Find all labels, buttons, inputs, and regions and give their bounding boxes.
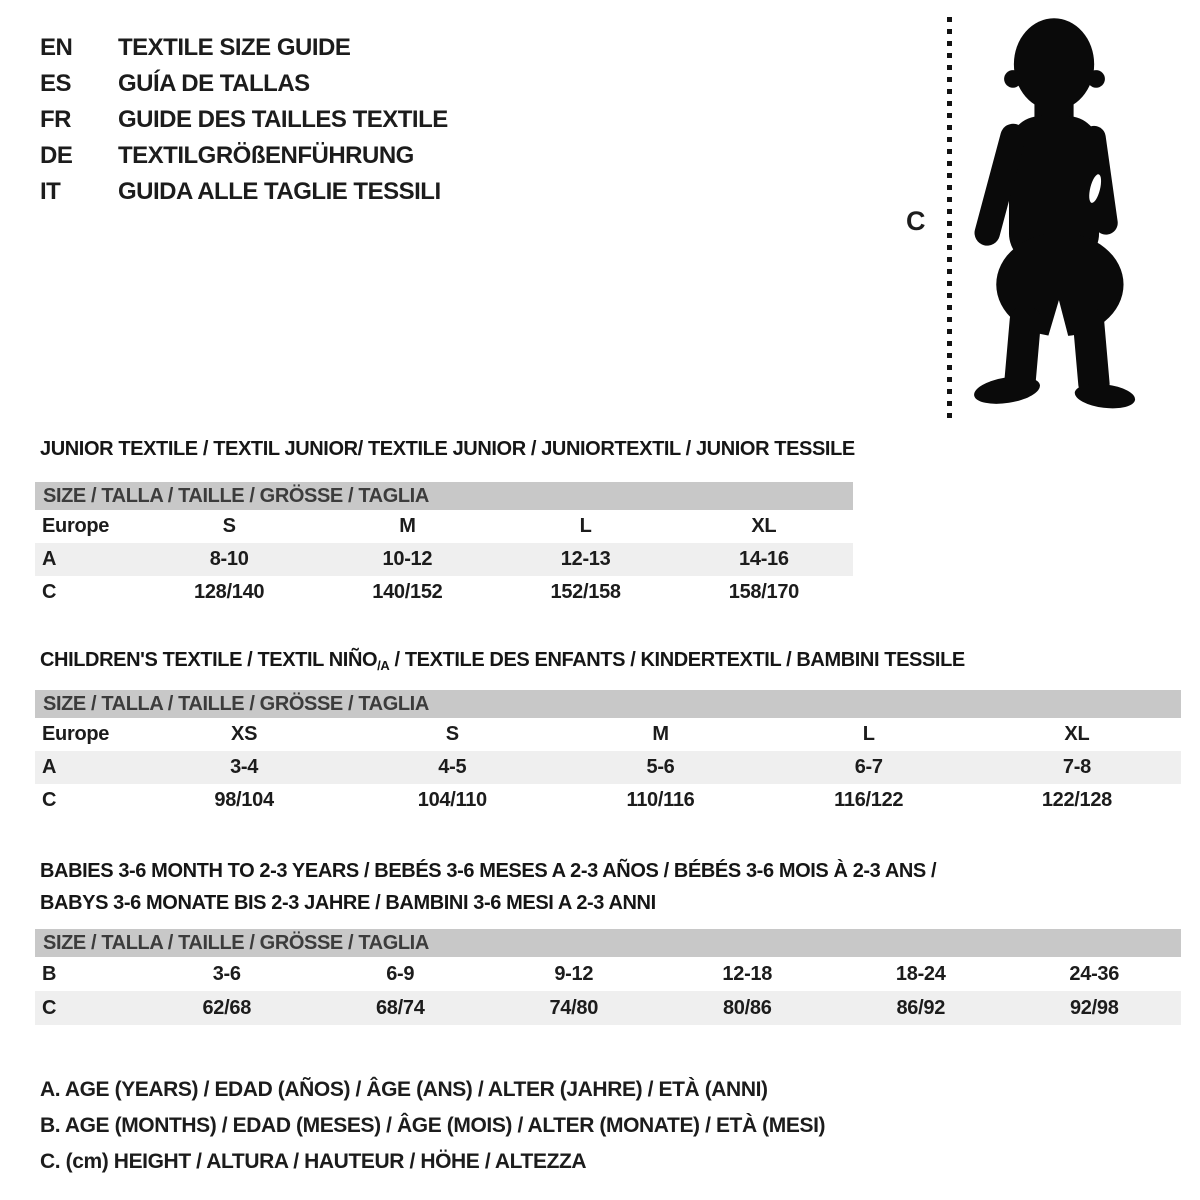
height-measure-dashed-line bbox=[947, 17, 952, 419]
row-label: A bbox=[42, 756, 57, 778]
size-cell: M bbox=[652, 723, 669, 745]
age-cell: 4-5 bbox=[438, 756, 467, 778]
months-cell: 6-9 bbox=[386, 963, 415, 985]
row-label: C bbox=[42, 997, 57, 1019]
height-cell: 92/98 bbox=[1069, 997, 1119, 1019]
legend-age-years: A. AGE (YEARS) / EDAD (AÑOS) / ÂGE (ANS) / ALTER (JAHRE) / ETÀ (ANNI) bbox=[40, 1078, 768, 1101]
height-cell: 86/92 bbox=[896, 997, 946, 1019]
language-row-fr bbox=[40, 102, 448, 138]
table-row-europe bbox=[35, 718, 1181, 751]
height-cell: 128/140 bbox=[194, 581, 265, 603]
baby-silhouette-icon bbox=[962, 14, 1148, 416]
title-part: CHILDREN'S TEXTILE / TEXTIL NIÑO bbox=[40, 649, 378, 671]
height-cell: 122/128 bbox=[1041, 789, 1113, 811]
height-cell: 62/68 bbox=[202, 997, 252, 1019]
language-code: DE bbox=[40, 142, 73, 169]
row-label: B bbox=[42, 963, 57, 985]
age-cell: 10-12 bbox=[382, 548, 433, 570]
height-cell: 68/74 bbox=[375, 997, 425, 1019]
age-cell: 3-4 bbox=[230, 756, 259, 778]
language-row-es bbox=[40, 66, 448, 102]
months-cell: 3-6 bbox=[212, 963, 241, 985]
guide-title-de: TEXTILGRÖßENFÜHRUNG bbox=[118, 142, 414, 169]
table-row-height bbox=[35, 991, 1181, 1025]
height-cell: 80/86 bbox=[722, 997, 772, 1019]
section-junior-textile bbox=[35, 437, 853, 609]
guide-title-it: GUIDA ALLE TAGLIE TESSILI bbox=[118, 178, 441, 205]
language-row-en bbox=[40, 30, 448, 66]
height-cell: 152/158 bbox=[550, 581, 621, 603]
height-cell: 74/80 bbox=[549, 997, 599, 1019]
size-header-bar: SIZE / TALLA / TAILLE / GRÖSSE / TAGLIA bbox=[35, 482, 853, 510]
height-cell: 158/170 bbox=[728, 581, 799, 603]
size-cell: L bbox=[862, 723, 875, 745]
months-cell: 12-18 bbox=[722, 963, 773, 985]
language-code: IT bbox=[40, 178, 61, 205]
table-row-height bbox=[35, 784, 1181, 817]
age-cell: 5-6 bbox=[646, 756, 675, 778]
age-cell: 14-16 bbox=[739, 548, 789, 570]
table-row-age bbox=[35, 543, 853, 576]
guide-title-en: TEXTILE SIZE GUIDE bbox=[118, 34, 351, 61]
title-subscript: /A bbox=[377, 658, 390, 673]
language-row-it bbox=[40, 174, 448, 210]
row-label: Europe bbox=[42, 515, 110, 537]
height-cell: 140/152 bbox=[372, 581, 443, 603]
guide-title-es: GUÍA DE TALLAS bbox=[118, 70, 310, 97]
table-row-height bbox=[35, 576, 853, 609]
language-code: ES bbox=[40, 70, 72, 97]
table-row-europe bbox=[35, 510, 853, 543]
guide-title-fr: GUIDE DES TAILLES TEXTILE bbox=[118, 106, 448, 133]
section-title-line-1: BABIES 3-6 MONTH TO 2-3 YEARS / BEBÉS 3-6 MESES A 2-3 AÑOS / BÉBÉS 3-6 MOIS À 2-3 ANS / bbox=[40, 860, 937, 882]
legend-height-cm: C. (cm) HEIGHT / ALTURA / HAUTEUR / HÖHE / ALTEZZA bbox=[40, 1150, 587, 1173]
age-cell: 7-8 bbox=[1062, 756, 1091, 778]
section-babies-textile bbox=[35, 855, 1181, 1025]
language-code: EN bbox=[40, 34, 73, 61]
row-label: A bbox=[42, 548, 57, 570]
section-childrens-textile bbox=[35, 648, 1181, 817]
measurement-legend bbox=[40, 1072, 825, 1180]
height-cell: 104/110 bbox=[417, 789, 487, 811]
language-code: FR bbox=[40, 106, 71, 133]
size-header-bar: SIZE / TALLA / TAILLE / GRÖSSE / TAGLIA bbox=[35, 929, 1181, 957]
row-label: Europe bbox=[42, 723, 110, 745]
size-cell: M bbox=[399, 515, 416, 537]
size-cell: S bbox=[445, 723, 459, 745]
months-cell: 24-36 bbox=[1069, 963, 1120, 985]
section-title bbox=[40, 648, 1181, 672]
section-title: JUNIOR TEXTILE / TEXTIL JUNIOR/ TEXTILE JUNIOR / JUNIORTEXTIL / JUNIOR TESSILE bbox=[40, 438, 855, 460]
height-cell: 98/104 bbox=[214, 789, 274, 811]
height-cell: 116/122 bbox=[834, 789, 904, 811]
legend-age-months: B. AGE (MONTHS) / EDAD (MESES) / ÂGE (MOIS) / ALTER (MONATE) / ETÀ (MESI) bbox=[40, 1114, 826, 1137]
row-label: C bbox=[42, 789, 57, 811]
language-title-list bbox=[40, 30, 448, 210]
size-cell: S bbox=[222, 515, 236, 537]
language-row-de bbox=[40, 138, 448, 174]
height-cell: 110/116 bbox=[626, 789, 695, 811]
age-cell: 12-13 bbox=[560, 548, 611, 570]
size-cell: XL bbox=[751, 515, 777, 537]
size-cell: L bbox=[579, 515, 592, 537]
age-cell: 8-10 bbox=[209, 548, 249, 570]
months-cell: 9-12 bbox=[554, 963, 594, 985]
table-row-months bbox=[35, 957, 1181, 991]
title-part: / TEXTILE DES ENFANTS / KINDERTEXTIL / BAMBINI TESSILE bbox=[389, 649, 965, 671]
size-cell: XL bbox=[1064, 723, 1090, 745]
size-header-bar: SIZE / TALLA / TAILLE / GRÖSSE / TAGLIA bbox=[35, 690, 1181, 718]
section-title-line-2: BABYS 3-6 MONATE BIS 2-3 JAHRE / BAMBINI 3-6 MESI A 2-3 ANNI bbox=[40, 892, 656, 914]
height-measure-label: C bbox=[906, 206, 926, 236]
table-row-age bbox=[35, 751, 1181, 784]
months-cell: 18-24 bbox=[895, 963, 946, 985]
age-cell: 6-7 bbox=[854, 756, 883, 778]
size-cell: XS bbox=[231, 723, 258, 745]
row-label: C bbox=[42, 581, 57, 603]
